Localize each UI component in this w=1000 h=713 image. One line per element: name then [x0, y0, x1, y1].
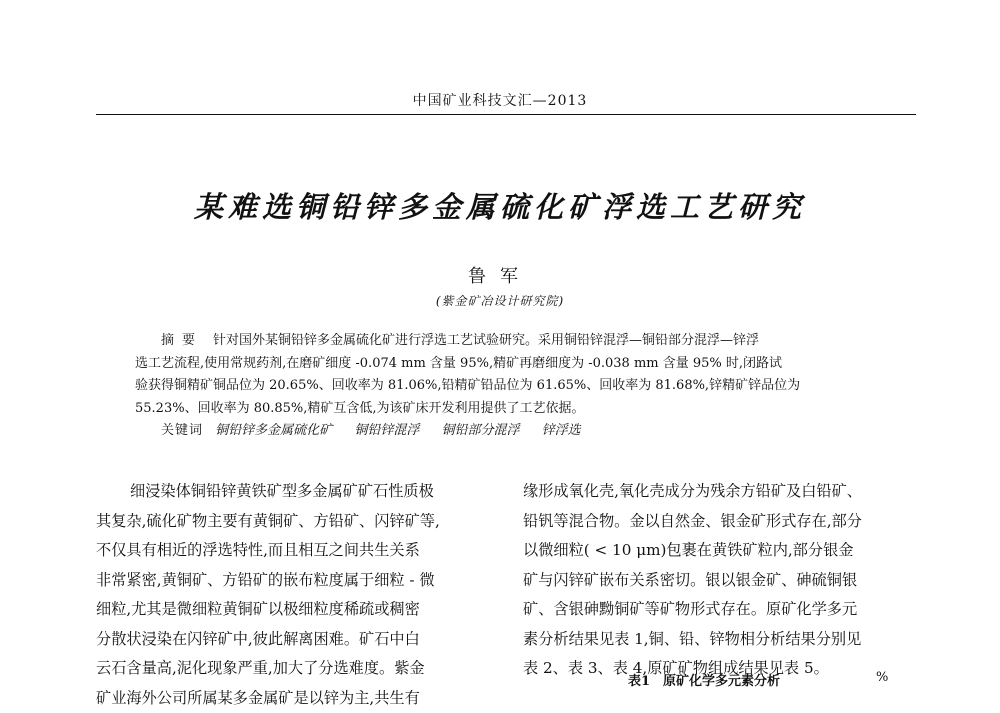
header-rule	[96, 114, 916, 115]
body-line: 云石含量高,泥化现象严重,加大了分选难度。紫金	[96, 654, 501, 684]
body-line: 素分析结果见表 1,铜、铅、锌物相分析结果分别见	[523, 625, 928, 655]
keywords	[135, 420, 905, 443]
author-name: 鲁军	[0, 262, 1000, 288]
body-column-left	[96, 477, 501, 713]
body-line: 分散状浸染在闪锌矿中,彼此解离困难。矿石中白	[96, 625, 501, 655]
body-line: 非常紧密,黄铜矿、方铅矿的嵌布粒度属于细粒 - 微	[96, 566, 501, 596]
body-line: 细浸染体铜铅锌黄铁矿型多金属矿矿石性质极	[96, 477, 501, 507]
body-line: 矿、含银砷黝铜矿等矿物形式存在。原矿化学多元	[523, 595, 928, 625]
author-affiliation: (紫金矿冶设计研究院)	[0, 292, 1000, 309]
body-line: 细粒,尤其是微细粒黄铜矿以极细粒度稀疏或稠密	[96, 595, 501, 625]
abstract-label: 摘要	[161, 333, 203, 348]
abstract	[135, 330, 905, 443]
keyword: 铜铅锌多金属硫化矿	[215, 423, 332, 438]
body-line: 矿业海外公司所属某多金属矿是以锌为主,共生有	[96, 684, 501, 713]
journal-header: 中国矿业科技文汇—2013	[0, 90, 1000, 110]
keyword: 铜铅锌混浮	[354, 423, 419, 438]
abstract-text: 针对国外某铜铅锌多金属硫化矿进行浮选工艺试验研究。采用铜铅锌混浮—铜铅部分混浮—锌浮	[213, 333, 759, 348]
table-unit: %	[876, 670, 888, 685]
paper-title: 某难选铜铅锌多金属硫化矿浮选工艺研究	[0, 185, 1000, 226]
abstract-line	[135, 330, 905, 353]
keyword: 锌浮选	[542, 423, 581, 438]
body-line: 其复杂,硫化矿物主要有黄铜矿、方铅矿、闪锌矿等,	[96, 507, 501, 537]
abstract-line: 55.23%、回收率为 80.85%,精矿互含低,为该矿床开发利用提供了工艺依据。	[135, 398, 905, 421]
body-line: 缘形成氧化壳,氧化壳成分为残余方铅矿及白铅矿、	[523, 477, 928, 507]
abstract-line: 选工艺流程,使用常规药剂,在磨矿细度 -0.074 mm 含量 95%,精矿再磨细度为 -0.038 mm 含量 95% 时,闭路试	[135, 353, 905, 376]
body-line: 矿与闪锌矿嵌布关系密切。银以银金矿、砷硫铜银	[523, 566, 928, 596]
body-line: 铅钒等混合物。金以自然金、银金矿形式存在,部分	[523, 507, 928, 537]
abstract-line: 验获得铜精矿铜品位为 20.65%、回收率为 81.06%,铅精矿铅品位为 61.65%、回收率为 81.68%,锌精矿锌品位为	[135, 375, 905, 398]
keyword: 铜铅部分混浮	[441, 423, 519, 438]
body-line: 以微细粒( < 10 μm)包裹在黄铁矿粒内,部分银金	[523, 536, 928, 566]
table-caption: 表1 原矿化学多元素分析	[628, 670, 780, 689]
body-line: 不仅具有相近的浮选特性,而且相互之间共生关系	[96, 536, 501, 566]
body-line: 表 2、表 3、表 4,原矿矿物组成结果见表 5。	[523, 654, 928, 684]
body-column-right	[523, 477, 928, 684]
keywords-label: 关键词	[161, 423, 203, 438]
